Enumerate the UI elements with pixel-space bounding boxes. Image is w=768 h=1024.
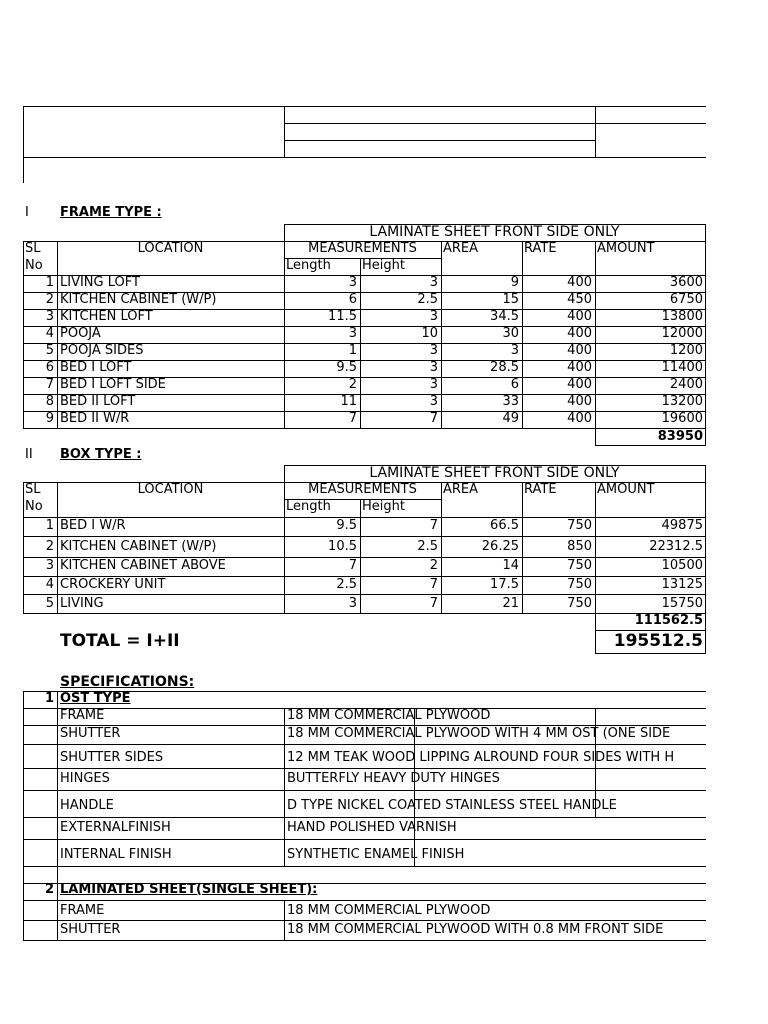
row-rate: 850 xyxy=(567,539,592,554)
spec-group-title: OST TYPE xyxy=(60,691,131,706)
box-header-amount: AMOUNT xyxy=(597,482,655,497)
spec-name: SHUTTER SIDES xyxy=(60,750,164,765)
row-location: BED I LOFT SIDE xyxy=(60,377,166,392)
row-area: 17.5 xyxy=(490,577,519,592)
spec-value: 18 MM COMMERCIAL PLYWOOD xyxy=(287,903,491,918)
row-rate: 400 xyxy=(567,394,592,409)
row-area: 30 xyxy=(502,326,519,341)
row-height: 2.5 xyxy=(417,292,438,307)
row-area: 3 xyxy=(510,343,519,358)
row-sl: 7 xyxy=(45,377,54,392)
section1-roman: I xyxy=(25,205,29,220)
row-area: 28.5 xyxy=(490,360,519,375)
row-sl: 9 xyxy=(45,411,54,426)
row-location: BED II LOFT xyxy=(60,394,136,409)
spec-group-title: LAMINATED SHEET(SINGLE SHEET): xyxy=(60,882,318,897)
spec-value: 18 MM COMMERCIAL PLYWOOD xyxy=(287,708,491,723)
row-amount: 49875 xyxy=(661,518,703,533)
row-amount: 13125 xyxy=(661,577,703,592)
row-location: LIVING xyxy=(60,596,104,611)
row-amount: 10500 xyxy=(661,558,703,573)
row-length: 2 xyxy=(348,377,357,392)
spec-name: FRAME xyxy=(60,903,105,918)
frame-header-length: Length xyxy=(286,258,331,273)
row-rate: 750 xyxy=(567,577,592,592)
row-length: 11.5 xyxy=(328,309,357,324)
row-height: 7 xyxy=(429,577,438,592)
row-height: 3 xyxy=(429,377,438,392)
spec-group-number: 1 xyxy=(44,691,54,706)
box-header-length: Length xyxy=(286,499,331,514)
row-amount: 12000 xyxy=(661,326,703,341)
section2-title: BOX TYPE : xyxy=(60,447,142,462)
specifications-title: SPECIFICATIONS: xyxy=(60,674,195,690)
row-rate: 750 xyxy=(567,596,592,611)
row-length: 6 xyxy=(348,292,357,307)
row-amount: 1200 xyxy=(669,343,703,358)
box-subtotal: 111562.5 xyxy=(634,613,703,628)
row-rate: 400 xyxy=(567,309,592,324)
box-header-rate: RATE xyxy=(524,482,557,497)
row-area: 34.5 xyxy=(490,309,519,324)
frame-header-amount: AMOUNT xyxy=(597,241,655,256)
frame-header-location: LOCATION xyxy=(137,241,204,256)
row-location: BED I W/R xyxy=(60,518,126,533)
row-sl: 3 xyxy=(45,309,54,324)
row-length: 1 xyxy=(348,343,357,358)
row-height: 2 xyxy=(429,558,438,573)
row-amount: 19600 xyxy=(661,411,703,426)
row-area: 6 xyxy=(510,377,519,392)
spec-value: 12 MM TEAK WOOD LIPPING ALROUND FOUR SIDES WITH H xyxy=(287,750,675,765)
row-location: BED I LOFT xyxy=(60,360,132,375)
row-amount: 3600 xyxy=(669,275,703,290)
row-rate: 750 xyxy=(567,558,592,573)
row-sl: 4 xyxy=(45,326,54,341)
row-amount: 22312.5 xyxy=(649,539,703,554)
row-amount: 6750 xyxy=(669,292,703,307)
row-location: POOJA xyxy=(60,326,101,341)
row-length: 2.5 xyxy=(336,577,357,592)
frame-header-height: Height xyxy=(362,258,405,273)
row-sl: 1 xyxy=(45,275,54,290)
row-amount: 13200 xyxy=(661,394,703,409)
spec-name: FRAME xyxy=(60,708,105,723)
row-sl: 5 xyxy=(45,596,54,611)
spec-name: INTERNAL FINISH xyxy=(60,847,172,862)
section2-roman: II xyxy=(25,447,33,462)
row-height: 3 xyxy=(429,394,438,409)
spec-value: SYNTHETIC ENAMEL FINISH xyxy=(287,847,465,862)
row-location: KITCHEN CABINET (W/P) xyxy=(60,292,217,307)
row-height: 10 xyxy=(421,326,438,341)
row-amount: 13800 xyxy=(661,309,703,324)
row-height: 7 xyxy=(429,518,438,533)
row-area: 21 xyxy=(502,596,519,611)
row-rate: 400 xyxy=(567,343,592,358)
row-location: KITCHEN CABINET ABOVE xyxy=(60,558,226,573)
row-sl: 5 xyxy=(45,343,54,358)
row-area: 33 xyxy=(502,394,519,409)
spec-value: BUTTERFLY HEAVY DUTY HINGES xyxy=(287,771,500,786)
row-location: BED II W/R xyxy=(60,411,130,426)
row-location: KITCHEN CABINET (W/P) xyxy=(60,539,217,554)
row-length: 9.5 xyxy=(336,360,357,375)
row-length: 3 xyxy=(348,326,357,341)
frame-header-no: No xyxy=(25,258,43,273)
row-area: 14 xyxy=(502,558,519,573)
row-height: 3 xyxy=(429,275,438,290)
row-sl: 6 xyxy=(45,360,54,375)
row-location: KITCHEN LOFT xyxy=(60,309,153,324)
frame-subtotal: 83950 xyxy=(657,429,703,444)
box-banner: LAMINATE SHEET FRONT SIDE ONLY xyxy=(369,465,620,481)
section1-title: FRAME TYPE : xyxy=(60,205,162,220)
spec-value: 18 MM COMMERCIAL PLYWOOD WITH 4 MM OST (ONE SIDE xyxy=(287,726,671,741)
row-height: 3 xyxy=(429,360,438,375)
row-rate: 400 xyxy=(567,411,592,426)
spec-name: EXTERNALFINISH xyxy=(60,820,171,835)
row-length: 10.5 xyxy=(328,539,357,554)
row-length: 11 xyxy=(340,394,357,409)
row-area: 66.5 xyxy=(490,518,519,533)
box-header-area: AREA xyxy=(443,482,479,497)
row-sl: 2 xyxy=(45,292,54,307)
row-amount: 11400 xyxy=(661,360,703,375)
frame-header-sl: SL xyxy=(25,241,41,256)
row-sl: 1 xyxy=(45,518,54,533)
row-amount: 2400 xyxy=(669,377,703,392)
row-location: POOJA SIDES xyxy=(60,343,144,358)
spec-name: HANDLE xyxy=(60,798,114,813)
frame-header-area: AREA xyxy=(443,241,479,256)
row-amount: 15750 xyxy=(661,596,703,611)
row-length: 3 xyxy=(348,275,357,290)
row-rate: 450 xyxy=(567,292,592,307)
spec-value: HAND POLISHED VARNISH xyxy=(287,820,457,835)
row-rate: 400 xyxy=(567,275,592,290)
frame-header-measurements: MEASUREMENTS xyxy=(308,241,417,256)
row-length: 7 xyxy=(348,558,357,573)
box-header-location: LOCATION xyxy=(137,482,204,497)
frame-banner: LAMINATE SHEET FRONT SIDE ONLY xyxy=(369,224,620,240)
row-sl: 2 xyxy=(45,539,54,554)
row-length: 7 xyxy=(348,411,357,426)
spec-name: HINGES xyxy=(60,771,110,786)
row-height: 7 xyxy=(429,411,438,426)
row-length: 3 xyxy=(348,596,357,611)
row-location: CROCKERY UNIT xyxy=(60,577,166,592)
row-height: 7 xyxy=(429,596,438,611)
row-area: 15 xyxy=(502,292,519,307)
row-rate: 400 xyxy=(567,377,592,392)
spec-value: D TYPE NICKEL COATED STAINLESS STEEL HANDLE xyxy=(287,798,617,813)
grand-total-label: TOTAL = I+II xyxy=(60,631,180,651)
row-rate: 750 xyxy=(567,518,592,533)
row-sl: 3 xyxy=(45,558,54,573)
frame-header-rate: RATE xyxy=(524,241,557,256)
spec-value: 18 MM COMMERCIAL PLYWOOD WITH 0.8 MM FRONT SIDE xyxy=(287,922,664,937)
row-height: 3 xyxy=(429,343,438,358)
row-rate: 400 xyxy=(567,326,592,341)
row-area: 26.25 xyxy=(481,539,519,554)
row-sl: 4 xyxy=(45,577,54,592)
row-area: 9 xyxy=(510,275,519,290)
grand-total-value: 195512.5 xyxy=(613,631,703,651)
spec-group-number: 2 xyxy=(44,882,54,897)
box-header-sl: SL xyxy=(25,482,41,497)
box-header-no: No xyxy=(25,499,43,514)
row-height: 2.5 xyxy=(417,539,438,554)
row-rate: 400 xyxy=(567,360,592,375)
row-height: 3 xyxy=(429,309,438,324)
spec-name: SHUTTER xyxy=(60,726,121,741)
row-location: LIVING LOFT xyxy=(60,275,140,290)
spec-name: SHUTTER xyxy=(60,922,121,937)
box-header-height: Height xyxy=(362,499,405,514)
box-header-measurements: MEASUREMENTS xyxy=(308,482,417,497)
row-sl: 8 xyxy=(45,394,54,409)
row-area: 49 xyxy=(502,411,519,426)
row-length: 9.5 xyxy=(336,518,357,533)
